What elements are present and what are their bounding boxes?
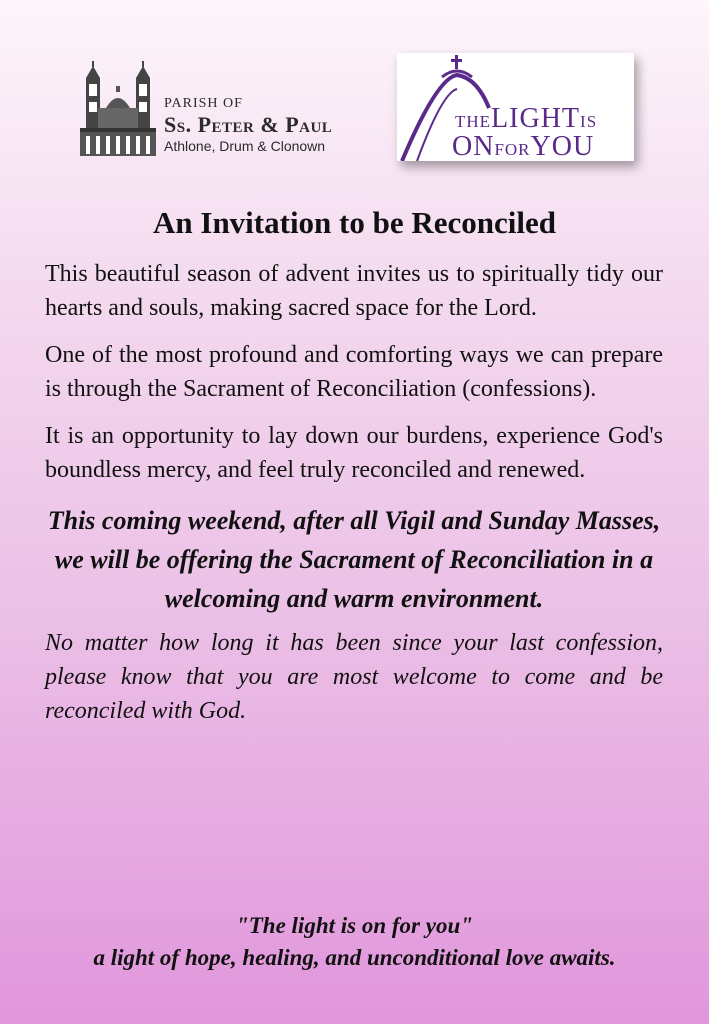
quote-line-1: "The light is on for you": [235, 913, 474, 938]
header: [0, 48, 709, 168]
logo-word-you: YOU: [530, 131, 595, 161]
quote-line-2: a light of hope, healing, and unconditional love awaits.: [93, 945, 616, 970]
parish-of-label: PARISH OF: [164, 96, 243, 111]
body-text: [45, 257, 663, 728]
church-icon: [78, 58, 158, 158]
parish-name: Ss. Peter & Paul: [164, 112, 333, 137]
paragraph-sacrament: One of the most profound and comforting ways we can prepare is through the Sacrament of Reconciliation (confessions).: [45, 342, 663, 402]
closing-quote: [0, 910, 709, 974]
logo-word-the: THE: [455, 112, 492, 131]
welcome-message: No matter how long it has been since your last confession, please know that you are most welcome to come and be reconciled with God.: [45, 630, 663, 724]
logo-word-is: IS: [580, 112, 598, 131]
logo-word-light: LIGHT: [491, 103, 581, 134]
paragraph-opportunity: It is an opportunity to lay down our burdens, experience God's boundless mercy, and feel truly reconciled and renewed.: [45, 423, 663, 483]
light-logo-line2: [452, 131, 594, 161]
page-title: An Invitation to be Reconciled: [153, 205, 556, 240]
parish-text: [164, 96, 332, 154]
logo-word-on: ON: [452, 131, 495, 161]
light-is-on-logo: [397, 53, 634, 161]
paragraph-advent: This beautiful season of advent invites us to spiritually tidy our hearts and souls, making sacred space for the Lord.: [45, 261, 663, 321]
weekend-announcement: This coming weekend, after all Vigil and Sunday Masses, we will be offering the Sacrament of Reconciliation in a welcoming and warm environment.: [47, 506, 661, 613]
logo-word-for: FOR: [494, 140, 531, 159]
parish-logo: [78, 58, 368, 163]
parish-location: Athlone, Drum & Clonown: [164, 138, 326, 154]
